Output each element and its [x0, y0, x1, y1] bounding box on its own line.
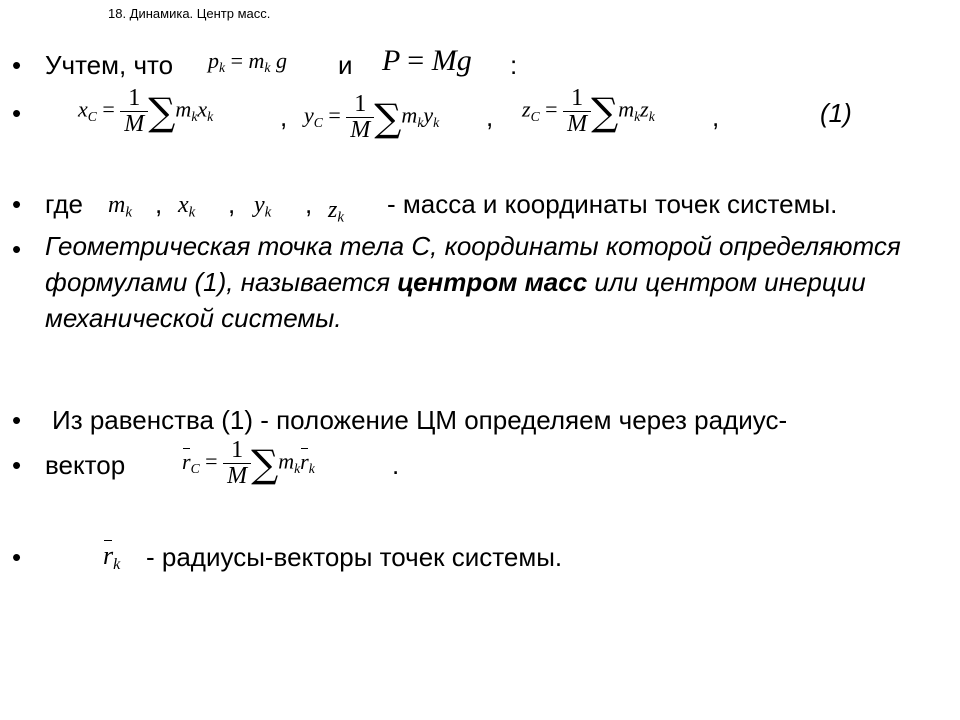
text-and: и — [338, 50, 353, 80]
bullet: • — [12, 50, 22, 80]
comma: , — [280, 102, 288, 132]
text-vector: вектор — [45, 450, 126, 480]
text-where: где — [45, 189, 83, 219]
text-radius-vectors: - радиусы-векторы точек системы. — [146, 542, 563, 572]
symbol-yk: $y_k$ — [254, 192, 272, 221]
bullet: • — [12, 189, 22, 219]
period: . — [392, 450, 400, 480]
text-mass-coords: - масса и координаты точек системы. — [387, 189, 838, 219]
formula-yc: $y_C$ = $\frac{1}{M}$ $\sum m_ky_k$ — [304, 91, 440, 144]
bullet: • — [12, 542, 22, 572]
bullet: • — [12, 450, 22, 480]
page-title: 18. Динамика. Центр масс. — [108, 6, 271, 21]
formula-P-Mg: P = Mg — [382, 44, 472, 77]
colon: : — [510, 50, 518, 80]
formula-pk: $p_k = m_k$ g — [208, 48, 287, 76]
bullet: • — [12, 405, 22, 435]
definition-paragraph: Геометрическая точка тела С, координаты которой определяются формулами (1), называется центром масс или центром инерции механической системы. — [45, 231, 901, 333]
comma: , — [228, 189, 236, 219]
comma: , — [305, 189, 313, 219]
text-uchtem: Учтем, что — [45, 50, 174, 80]
bullet: • — [12, 234, 22, 264]
comma: , — [155, 189, 163, 219]
formula-zc: $z_C$ = $\frac{1}{M}$ $\sum m_kz_k$ — [522, 85, 655, 138]
symbol-rk-vector: $r_k$ — [103, 541, 121, 573]
symbol-zk: $z_k$ — [328, 197, 344, 226]
equation-number: (1) — [820, 98, 852, 128]
comma: , — [712, 102, 720, 132]
formula-rc: $r_C$ = $\frac{1}{M}$ $\sum m_kr_k$ — [182, 437, 315, 490]
formula-xc: $x_C$ = $\frac{1}{M}$ $\sum m_kx_k$ — [78, 85, 214, 138]
text-from-equality: Из равенства (1) - положение ЦМ определяем через радиус- — [52, 405, 788, 435]
symbol-xk: $x_k$ — [178, 192, 196, 221]
bullet: • — [12, 98, 22, 128]
comma: , — [486, 102, 494, 132]
term-center-of-mass: центром масс — [397, 267, 588, 297]
symbol-mk: $m_k$ — [108, 192, 132, 221]
